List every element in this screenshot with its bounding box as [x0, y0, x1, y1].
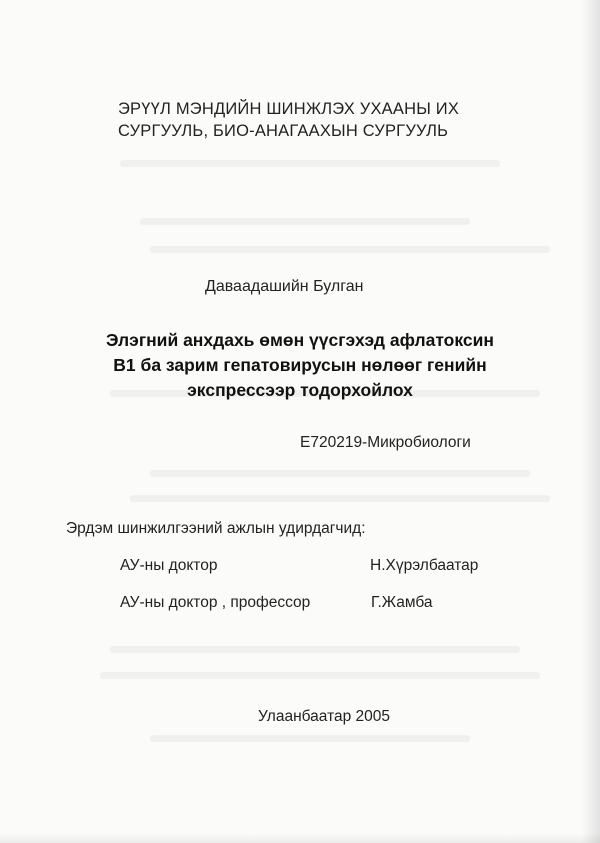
show-through-mark — [130, 495, 550, 502]
specialty-code: Е720219-Микробиологи — [300, 434, 471, 451]
show-through-mark — [150, 246, 550, 253]
author-name: Даваадашийн Булган — [205, 278, 364, 295]
supervisor-degree: АУ-ны доктор , профессор — [120, 594, 311, 611]
show-through-mark — [150, 470, 530, 477]
show-through-mark — [140, 218, 470, 225]
thesis-title-line1: Элэгний анхдахь өмөн үүсгэхэд афлатоксин — [106, 330, 494, 350]
supervisor-name: Г.Жамба — [371, 594, 433, 611]
university-name-line2: СУРГУУЛЬ, БИО-АНАГААХЫН СУРГУУЛЬ — [118, 122, 449, 140]
thesis-title-line2: В1 ба зарим гепатовирусын нөлөөг генийн — [113, 355, 487, 375]
show-through-mark — [120, 160, 500, 167]
university-name-line1: ЭРҮҮЛ МЭНДИЙН ШИНЖЛЭХ УХААНЫ ИХ — [118, 100, 460, 118]
city-year: Улаанбаатар 2005 — [258, 708, 391, 725]
supervisor-name: Н.Хүрэлбаатар — [370, 557, 479, 574]
show-through-mark — [100, 672, 540, 679]
show-through-mark — [150, 735, 470, 742]
page-bottom-shadow — [0, 833, 600, 843]
supervisor-degree: АУ-ны доктор — [120, 557, 218, 574]
show-through-mark — [110, 646, 520, 653]
supervisors-heading: Эрдэм шинжилгээний ажлын удирдагчид: — [66, 520, 366, 537]
page-edge-shadow — [582, 0, 600, 843]
thesis-title-line3: экспрессээр тодорхойлох — [187, 380, 413, 400]
